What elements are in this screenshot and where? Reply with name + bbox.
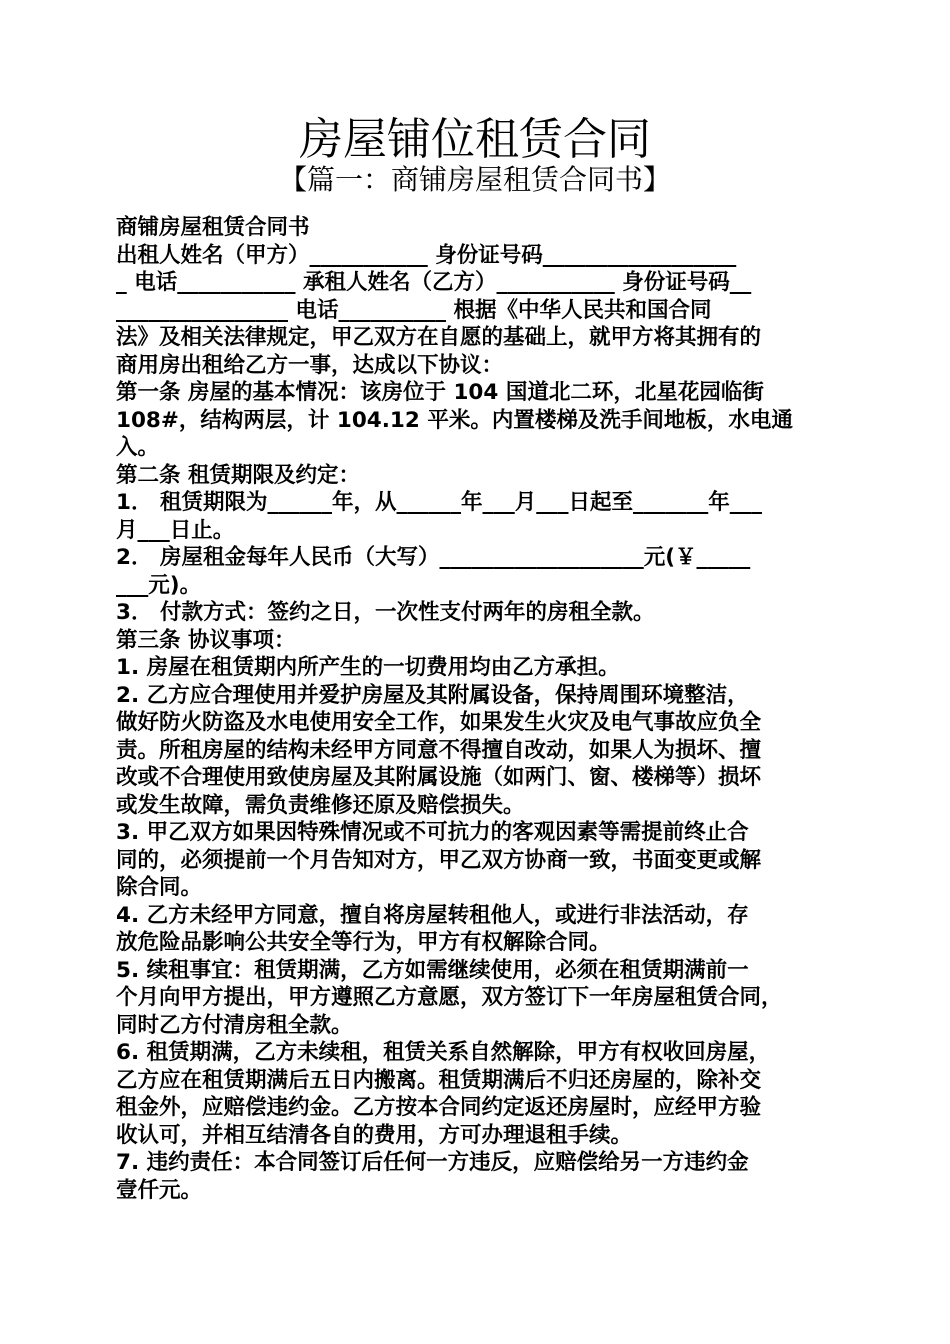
clause-line: 1. 房屋在租赁期内所产生的一切费用均由乙方承担。 [116, 655, 620, 680]
clause-line: 2. 乙方应合理使用并爱护房屋及其附属设备，保持周围环境整洁， [116, 682, 749, 708]
clause-line: 6. 租赁期满，乙方未续租，租赁关系自然解除，甲方有权收回房屋， [116, 1040, 771, 1065]
clause-line: 壹仟元。 [116, 1177, 203, 1203]
section-heading: 商铺房屋租赁合同书 [116, 215, 310, 240]
clause-line: 5. 续租事宜：租赁期满，乙方如需继续使用，必须在租赁期满前一 [116, 957, 749, 983]
clause-line: 乙方应在租赁期满后五日内搬离。租赁期满后不归还房屋的，除补交 [116, 1067, 762, 1093]
clause-line: 月___日止。 [116, 517, 235, 543]
clause-line: ___元)。 [116, 572, 202, 598]
clause-line: 1． 租赁期限为______年，从______年___月___日起至_______年___ [116, 490, 762, 515]
clause-line: 收认可，并相互结清各自的费用，方可办理退租手续。 [116, 1122, 633, 1148]
clause-line: 7. 违约责任：本合同签订后任何一方违反，应赔偿给另一方违约金 [116, 1150, 749, 1175]
clause-line: 4. 乙方未经甲方同意，擅自将房屋转租他人，或进行非法活动，存 [116, 902, 749, 928]
article-heading: 第二条 租赁期限及约定： [116, 462, 360, 488]
clause-line: 2． 房屋租金每年人民币（大写）___________________元(￥_____ [116, 545, 751, 570]
clause-line: 同时乙方付清房租全款。 [116, 1012, 353, 1038]
clause-line: 除合同。 [116, 875, 203, 900]
article-line: 108#，结构两层，计 104.12 平米。内置楼梯及洗手间地板，水电通 [116, 407, 793, 433]
clause-line: 或发生故障，需负责维修还原及赔偿损失。 [116, 792, 525, 818]
clause-line: 做好防火防盗及水电使用安全工作，如果发生火灾及电气事故应负全 [116, 710, 762, 735]
article-heading: 第三条 协议事项： [116, 627, 296, 653]
clause-line: 责。所租房屋的结构未经甲方同意不得擅自改动，如果人为损坏、擅 [116, 737, 762, 763]
article-line: 入。 [116, 435, 160, 460]
clause-line: 3． 付款方式：签约之日，一次性支付两年的房租全款。 [116, 600, 655, 625]
clause-line: 3. 甲乙双方如果因特殊情况或不可抗力的客观因素等需提前终止合 [116, 820, 749, 845]
preamble-line: 法》及相关法律规定，甲乙双方在自愿的基础上，就甲方将其拥有的 [116, 325, 762, 350]
clause-line: 改或不合理使用致使房屋及其附属设施（如两门、窗、楼梯等）损坏 [116, 765, 762, 790]
contract-body [116, 214, 842, 1204]
preamble-line: 商用房出租给乙方一事，达成以下协议： [116, 352, 504, 378]
clause-line: 租金外，应赔偿违约金。乙方按本合同约定返还房屋时，应经甲方验 [116, 1095, 762, 1120]
article-line: 第一条 房屋的基本情况：该房位于 104 国道北二环，北星花园临街 [116, 380, 764, 405]
document-subtitle: 【篇一：商铺房屋租赁合同书】 [278, 163, 671, 196]
party-line: 出租人姓名（甲方）___________ 身份证号码__________________ [116, 242, 737, 268]
document-title: 房屋铺位租赁合同 [299, 114, 651, 165]
clause-line: 个月向甲方提出，甲方遵照乙方意愿，双方签订下一年房屋租赁合同， [116, 985, 783, 1010]
party-line: ________________ 电话__________ 根据《中华人民共和国合同 [116, 297, 712, 323]
party-line: _ 电话___________ 承租人姓名（乙方）___________ 身份证号码__ [116, 270, 752, 295]
clause-line: 放危险品影响公共安全等行为，甲方有权解除合同。 [116, 930, 611, 955]
clause-line: 同的，必须提前一个月告知对方，甲乙双方协商一致，书面变更或解 [116, 847, 762, 873]
